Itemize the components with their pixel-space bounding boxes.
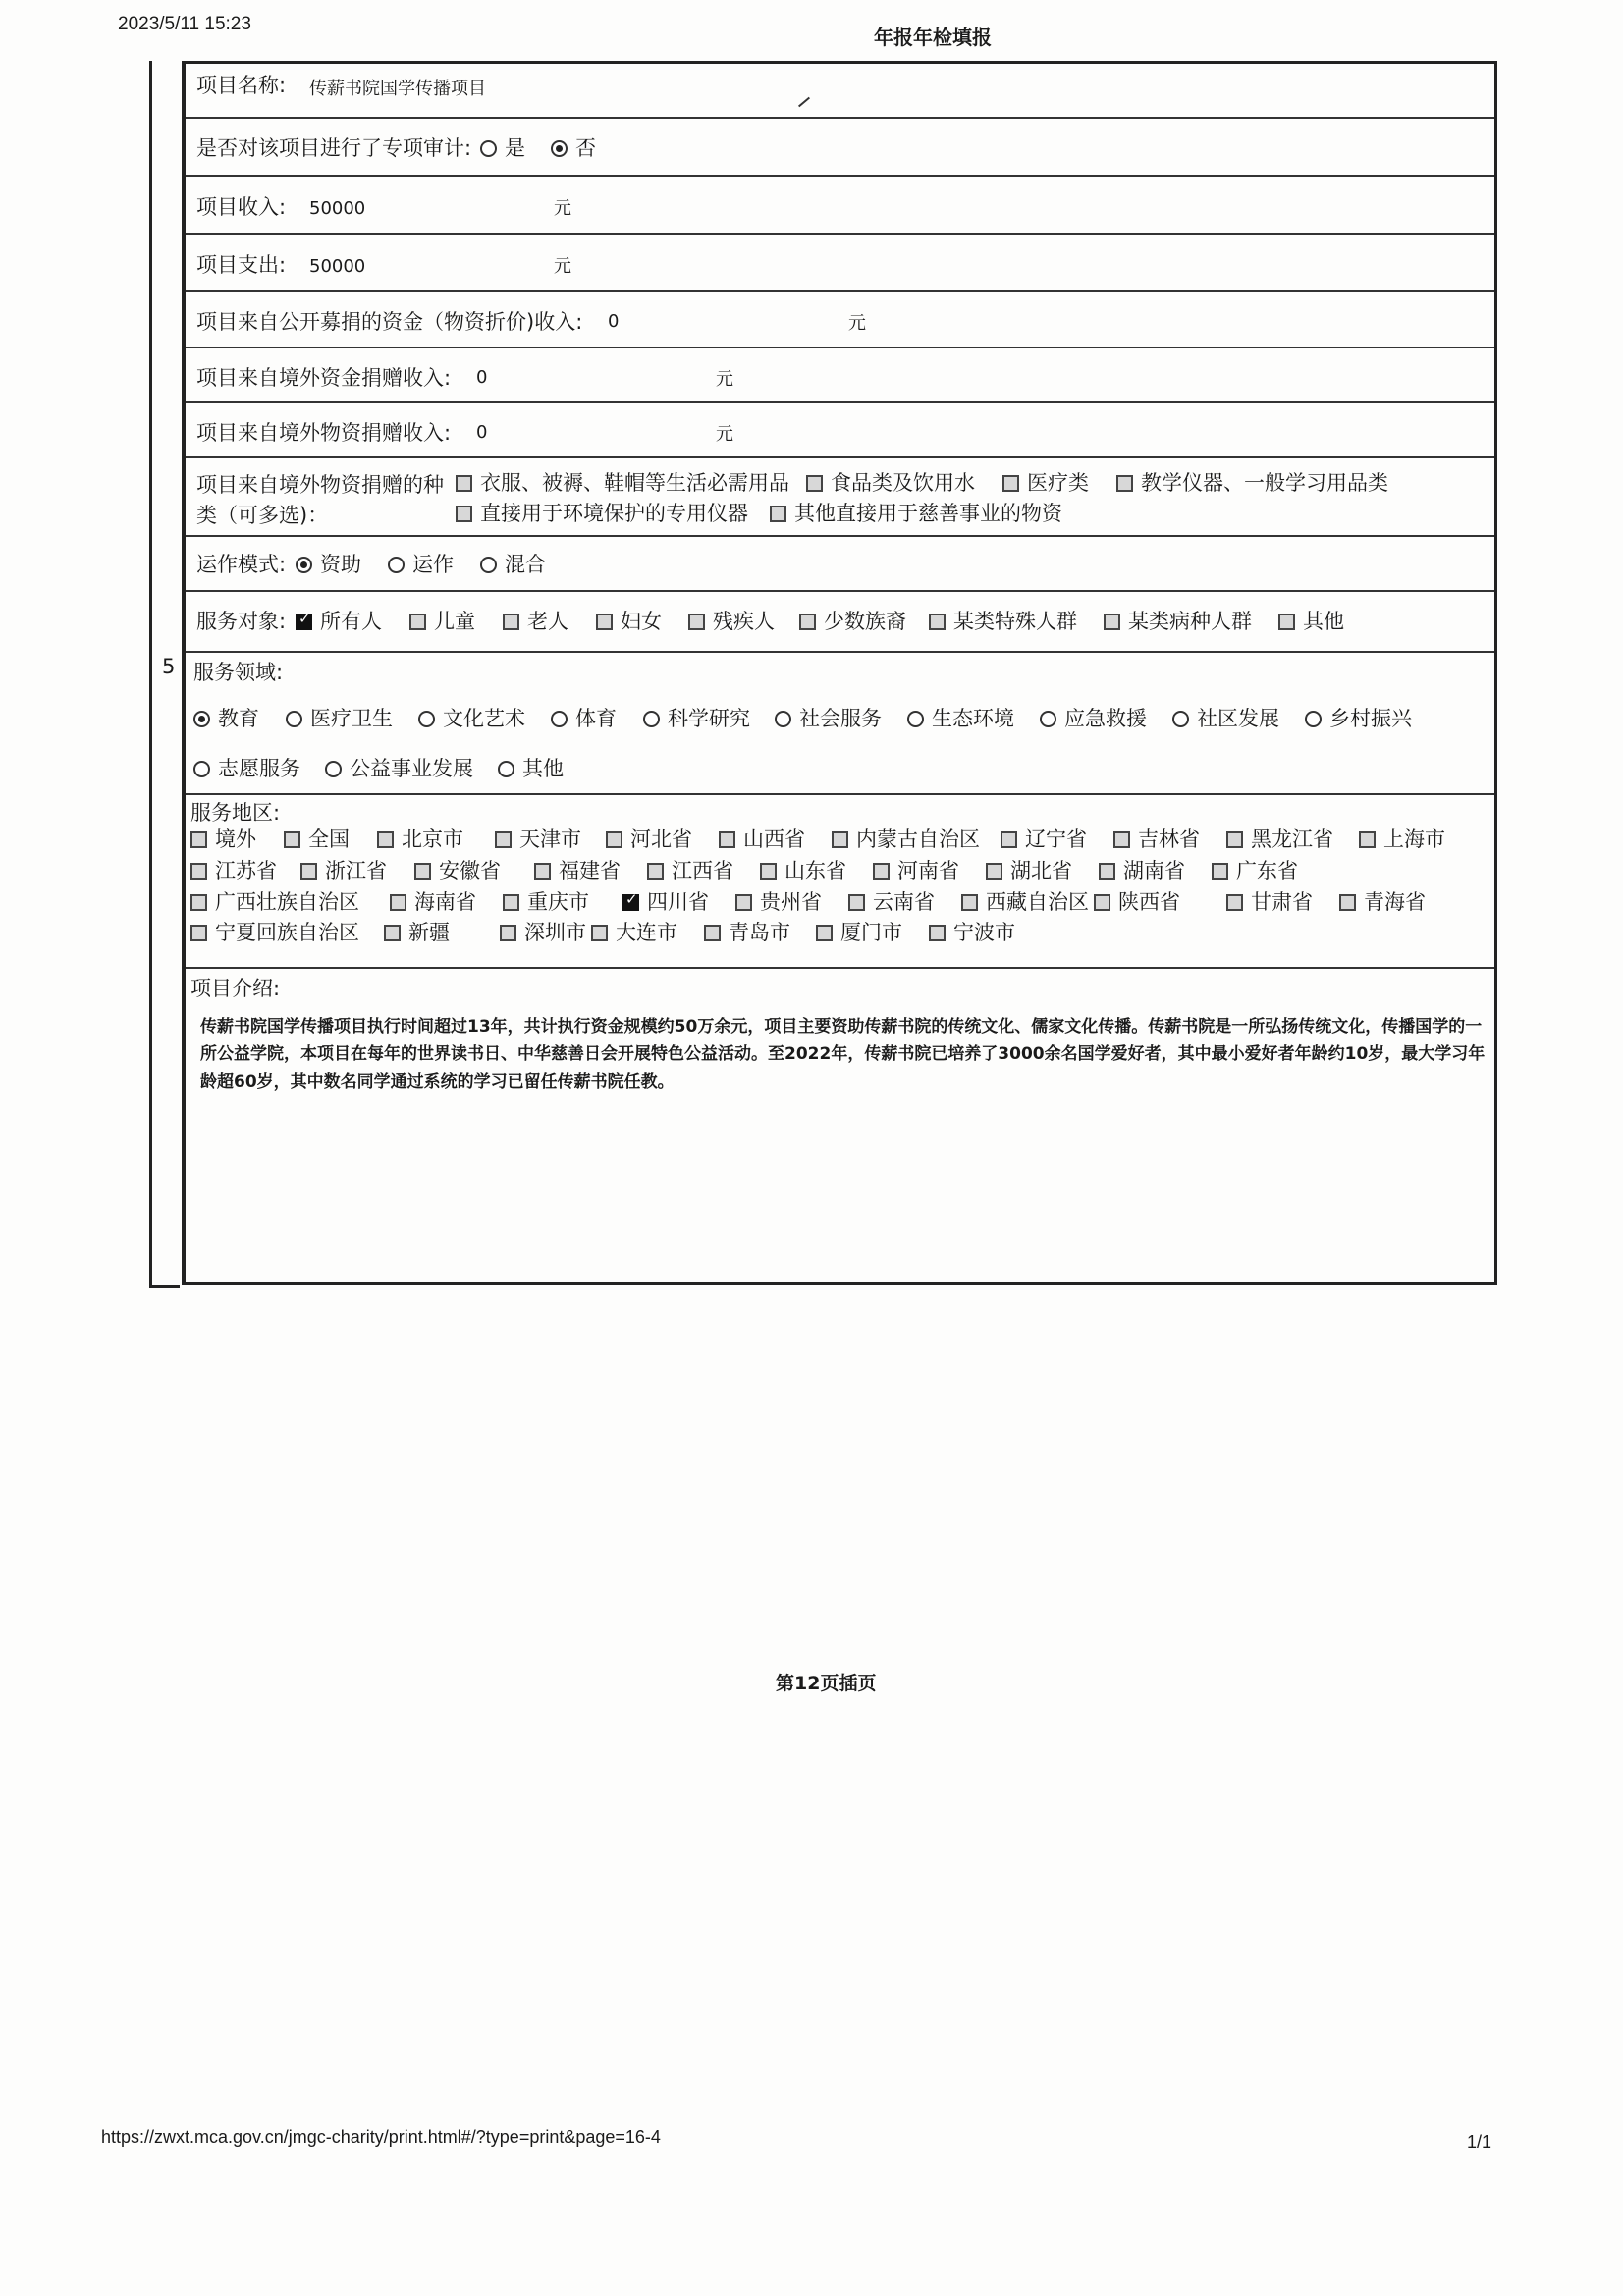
region-option-label: 湖南省 — [1123, 859, 1185, 882]
goods-types-label-line1: 项目来自境外物资捐赠的种 — [196, 473, 444, 497]
checkbox-icon — [929, 614, 946, 630]
checkbox-icon — [414, 863, 431, 880]
region-option-label: 云南省 — [873, 890, 935, 914]
checkbox-icon — [384, 925, 401, 941]
region-option-label: 西藏自治区 — [986, 890, 1089, 914]
region-option[interactable] — [1094, 892, 1180, 913]
target-option-other[interactable]: 其他 — [1278, 612, 1344, 632]
income-value: 50000 — [309, 198, 366, 219]
region-option[interactable] — [832, 829, 980, 850]
region-option-label: 全国 — [308, 828, 350, 851]
row-overseas-fund — [186, 348, 1494, 403]
checkbox-icon — [688, 614, 705, 630]
checkbox-icon — [848, 894, 865, 911]
region-option[interactable] — [647, 861, 733, 881]
region-option[interactable] — [1113, 829, 1200, 850]
region-option-label: 厦门市 — [840, 921, 902, 944]
intro-label: 项目介绍: — [190, 977, 281, 1000]
checkbox-icon — [1339, 894, 1356, 911]
checkbox-icon — [961, 894, 978, 911]
public-fund-unit: 元 — [848, 313, 866, 334]
radio-icon — [325, 761, 342, 777]
checkbox-icon — [190, 894, 207, 911]
expense-unit: 元 — [554, 256, 571, 277]
region-option[interactable] — [1359, 829, 1445, 850]
region-option-label: 青海省 — [1364, 890, 1426, 914]
region-option-label: 新疆 — [408, 921, 450, 944]
target-option-everyone[interactable]: ✓ 所有人 — [296, 612, 382, 632]
goods-option-environment[interactable]: 直接用于环境保护的专用仪器 — [456, 504, 748, 524]
region-option[interactable] — [848, 892, 935, 913]
region-option-label: 天津市 — [519, 828, 581, 851]
checkbox-icon — [1104, 614, 1120, 630]
field-option-emergency[interactable]: 应急救援 — [1040, 709, 1147, 729]
region-option-label: 广西壮族自治区 — [215, 890, 359, 914]
overseas-fund-label: 项目来自境外资金捐赠收入: — [196, 366, 452, 390]
checkbox-icon — [986, 863, 1002, 880]
region-option-label: 江西省 — [672, 859, 733, 882]
field-option-science[interactable]: 科学研究 — [643, 709, 750, 729]
region-option-label: 深圳市 — [524, 921, 586, 944]
region-option-label: 宁波市 — [953, 921, 1015, 944]
region-option-label: 贵州省 — [760, 890, 822, 914]
region-option[interactable] — [503, 892, 589, 913]
region-option[interactable] — [284, 829, 350, 850]
checkbox-icon — [816, 925, 833, 941]
page-title: 年报年检填报 — [874, 26, 992, 49]
page-insert-label: 第12页插页 — [776, 1673, 877, 1694]
checkbox-icon — [704, 925, 721, 941]
region-option[interactable] — [816, 923, 902, 943]
radio-icon — [418, 711, 435, 727]
operation-option-mixed[interactable]: 混合 — [480, 555, 546, 575]
row-service-target — [186, 592, 1494, 653]
public-fund-value: 0 — [608, 311, 620, 332]
checkbox-icon — [377, 831, 394, 848]
print-url: https://zwxt.mca.gov.cn/jmgc-charity/print.html#/?type=print&page=16-4 — [101, 2127, 661, 2147]
region-option-label: 甘肃省 — [1251, 890, 1313, 914]
field-option-social-service[interactable]: 社会服务 — [775, 709, 882, 729]
project-name-value: 传薪书院国学传播项目 — [309, 79, 486, 99]
region-option-label: 山西省 — [743, 828, 805, 851]
region-option-label: 四川省 — [647, 890, 709, 914]
region-option[interactable] — [704, 923, 790, 943]
checkbox-icon — [500, 925, 516, 941]
checkbox-icon — [1113, 831, 1130, 848]
region-option[interactable] — [1001, 829, 1087, 850]
checkbox-icon — [873, 863, 890, 880]
overseas-fund-unit: 元 — [716, 369, 733, 390]
target-option-women[interactable]: 妇女 — [596, 612, 662, 632]
region-option-label: 吉林省 — [1138, 828, 1200, 851]
field-option-other[interactable]: 其他 — [498, 759, 564, 779]
region-option-label: 河北省 — [630, 828, 692, 851]
field-option-health[interactable]: 医疗卫生 — [286, 709, 393, 729]
region-option[interactable] — [606, 829, 692, 850]
checkbox-icon — [190, 925, 207, 941]
checkbox-icon — [760, 863, 777, 880]
expense-value: 50000 — [309, 256, 366, 277]
radio-icon — [1172, 711, 1189, 727]
target-option-disabled[interactable]: 残疾人 — [688, 612, 775, 632]
region-option[interactable] — [500, 923, 586, 943]
service-field-label: 服务领域: — [193, 661, 284, 684]
audit-label: 是否对该项目进行了专项审计: — [196, 136, 472, 160]
row-number: 5 — [162, 655, 176, 678]
page-count: 1/1 — [1467, 2132, 1492, 2152]
region-option-label: 海南省 — [414, 890, 476, 914]
radio-icon — [1305, 711, 1322, 727]
region-option-label: 安徽省 — [439, 859, 501, 882]
region-option-label: 内蒙古自治区 — [856, 828, 980, 851]
checkbox-checked-icon — [622, 894, 639, 911]
checkbox-icon — [1001, 831, 1017, 848]
field-option-sports[interactable]: 体育 — [551, 709, 617, 729]
region-option[interactable] — [591, 923, 677, 943]
region-option[interactable] — [760, 861, 846, 881]
public-fund-label: 项目来自公开募捐的资金（物资折价)收入: — [196, 310, 583, 334]
audit-option-no[interactable]: 否 — [551, 138, 596, 159]
radio-icon — [388, 557, 405, 573]
checkbox-icon — [606, 831, 622, 848]
radio-icon — [775, 711, 791, 727]
checkbox-icon — [409, 614, 426, 630]
operation-option-fund[interactable]: 资助 — [296, 555, 361, 575]
expense-label: 项目支出: — [196, 253, 287, 277]
checkbox-icon — [456, 475, 472, 492]
checkbox-icon — [390, 894, 406, 911]
checkbox-icon — [770, 506, 786, 522]
region-option-label: 江苏省 — [215, 859, 277, 882]
region-option[interactable] — [873, 861, 959, 881]
project-name-label: 项目名称: — [196, 74, 287, 97]
radio-icon — [643, 711, 660, 727]
target-option-disease-group[interactable]: 某类病种人群 — [1104, 612, 1252, 632]
checkbox-icon — [1226, 831, 1243, 848]
region-option-label: 河南省 — [897, 859, 959, 882]
checkbox-icon — [284, 831, 300, 848]
checkbox-icon — [591, 925, 608, 941]
radio-icon — [480, 140, 497, 157]
radio-icon — [286, 711, 302, 727]
region-option[interactable] — [390, 892, 476, 913]
target-option-children[interactable]: 儿童 — [409, 612, 475, 632]
region-option[interactable] — [190, 861, 277, 881]
overseas-goods-value: 0 — [476, 422, 488, 443]
checkbox-icon — [190, 863, 207, 880]
region-option[interactable] — [1212, 861, 1298, 881]
checkbox-icon — [1002, 475, 1019, 492]
field-option-volunteer[interactable]: 志愿服务 — [193, 759, 300, 779]
region-option-label: 大连市 — [616, 921, 677, 944]
region-option-label: 上海市 — [1383, 828, 1445, 851]
region-option[interactable] — [534, 861, 621, 881]
region-option[interactable] — [929, 923, 1015, 943]
region-option[interactable] — [1226, 892, 1313, 913]
field-option-public-welfare[interactable]: 公益事业发展 — [325, 759, 473, 779]
checkbox-icon — [503, 614, 519, 630]
field-option-rural[interactable]: 乡村振兴 — [1305, 709, 1412, 729]
region-option[interactable] — [190, 892, 359, 913]
service-region-label: 服务地区: — [190, 801, 281, 825]
region-option-label: 浙江省 — [325, 859, 387, 882]
region-option[interactable] — [1339, 892, 1426, 913]
print-datetime: 2023/5/11 15:23 — [118, 14, 251, 34]
overseas-fund-value: 0 — [476, 367, 488, 388]
region-option-label: 辽宁省 — [1025, 828, 1087, 851]
row-goods-types — [186, 458, 1494, 537]
radio-icon — [498, 761, 514, 777]
row-service-region — [186, 795, 1494, 969]
checkbox-icon — [735, 894, 752, 911]
intro-text: 传薪书院国学传播项目执行时间超过13年，共计执行资金规模约50万余元，项目主要资助传薪书院的传统文化、儒家文化传播。传薪书院是一所弘扬传统文化，传播国学的一所公益学院，本项目在每年的世界读书日、中华慈善日会开展特色公益活动。至2022年，传薪书院已培养了3000余名国学爱好者，其中最小爱好者年龄约10岁，最大学习年龄超60岁，其中数名同学通过系统的学习已留任传薪书院任教。 — [200, 1017, 1486, 1092]
checkbox-icon — [300, 863, 317, 880]
region-option-label: 青岛市 — [729, 921, 790, 944]
checkbox-icon — [534, 863, 551, 880]
radio-icon — [193, 761, 210, 777]
field-option-ecology[interactable]: 生态环境 — [907, 709, 1014, 729]
audit-option-yes[interactable]: 是 — [480, 138, 525, 159]
region-option-label: 福建省 — [559, 859, 621, 882]
target-option-special-group[interactable]: 某类特殊人群 — [929, 612, 1077, 632]
goods-option-medical[interactable]: 医疗类 — [1002, 473, 1089, 494]
region-option[interactable] — [190, 923, 359, 943]
radio-icon — [480, 557, 497, 573]
region-option-label: 宁夏回族自治区 — [215, 921, 359, 944]
region-option[interactable] — [190, 829, 256, 850]
goods-types-label-line2: 类（可多选)： — [196, 504, 329, 527]
target-option-minorities[interactable]: 少数族裔 — [799, 612, 906, 632]
radio-icon — [551, 711, 568, 727]
goods-option-food[interactable]: 食品类及饮用水 — [806, 473, 975, 494]
region-option[interactable] — [300, 861, 387, 881]
income-unit: 元 — [554, 198, 571, 219]
checkbox-icon — [1359, 831, 1376, 848]
region-option-label: 境外 — [215, 828, 256, 851]
goods-option-other[interactable]: 其他直接用于慈善事业的物资 — [770, 504, 1062, 524]
region-option-label: 重庆市 — [527, 890, 589, 914]
region-option[interactable] — [1226, 829, 1333, 850]
row-project-name — [186, 64, 1494, 119]
checkbox-icon — [190, 831, 207, 848]
region-option[interactable] — [622, 892, 709, 913]
region-option[interactable] — [384, 923, 450, 943]
region-option-label: 山东省 — [784, 859, 846, 882]
checkbox-icon — [719, 831, 735, 848]
checkbox-checked-icon — [296, 614, 312, 630]
row-income — [186, 177, 1494, 235]
radio-icon — [907, 711, 924, 727]
region-option[interactable] — [377, 829, 463, 850]
project-form-table — [182, 61, 1497, 1285]
target-option-elderly[interactable]: 老人 — [503, 612, 568, 632]
checkbox-icon — [1116, 475, 1133, 492]
radio-selected-icon — [193, 711, 210, 727]
field-option-education[interactable]: 教育 — [193, 709, 259, 729]
overseas-goods-label: 项目来自境外物资捐赠收入: — [196, 421, 452, 445]
checkbox-icon — [806, 475, 823, 492]
goods-option-teaching[interactable]: 教学仪器、一般学习用品类 — [1116, 473, 1388, 494]
row-intro — [186, 969, 1494, 1285]
region-option-label: 湖北省 — [1010, 859, 1072, 882]
operation-mode-label: 运作模式: — [196, 553, 287, 576]
region-option-label: 北京市 — [402, 828, 463, 851]
checkbox-icon — [495, 831, 512, 848]
goods-option-daily-necessities[interactable]: 衣服、被褥、鞋帽等生活必需用品 — [456, 473, 789, 494]
row-expense — [186, 235, 1494, 292]
service-target-label: 服务对象: — [196, 610, 287, 633]
checkbox-icon — [456, 506, 472, 522]
row-public-fund — [186, 292, 1494, 348]
field-option-culture-art[interactable]: 文化艺术 — [418, 709, 525, 729]
region-option[interactable] — [719, 829, 805, 850]
checkbox-icon — [596, 614, 613, 630]
region-option[interactable] — [414, 861, 501, 881]
region-option-label: 广东省 — [1236, 859, 1298, 882]
checkbox-icon — [1212, 863, 1228, 880]
checkbox-icon — [1278, 614, 1295, 630]
row-operation-mode — [186, 537, 1494, 592]
region-option[interactable] — [1099, 861, 1185, 881]
region-option[interactable] — [986, 861, 1072, 881]
operation-option-operate[interactable]: 运作 — [388, 555, 454, 575]
region-option[interactable] — [735, 892, 822, 913]
region-option[interactable] — [495, 829, 581, 850]
overseas-goods-unit: 元 — [716, 424, 733, 445]
region-option[interactable] — [961, 892, 1089, 913]
checkbox-icon — [1099, 863, 1115, 880]
checkbox-icon — [647, 863, 664, 880]
checkbox-icon — [1226, 894, 1243, 911]
radio-selected-icon — [296, 557, 312, 573]
row-overseas-goods — [186, 403, 1494, 458]
row-audit — [186, 119, 1494, 177]
region-option-label: 陕西省 — [1118, 890, 1180, 914]
checkbox-icon — [503, 894, 519, 911]
radio-selected-icon — [551, 140, 568, 157]
field-option-community[interactable]: 社区发展 — [1172, 709, 1279, 729]
checkbox-icon — [929, 925, 946, 941]
row-service-field — [186, 653, 1494, 795]
radio-icon — [1040, 711, 1056, 727]
checkbox-icon — [832, 831, 848, 848]
checkbox-icon — [1094, 894, 1110, 911]
region-option-label: 黑龙江省 — [1251, 828, 1333, 851]
checkbox-icon — [799, 614, 816, 630]
income-label: 项目收入: — [196, 195, 287, 219]
